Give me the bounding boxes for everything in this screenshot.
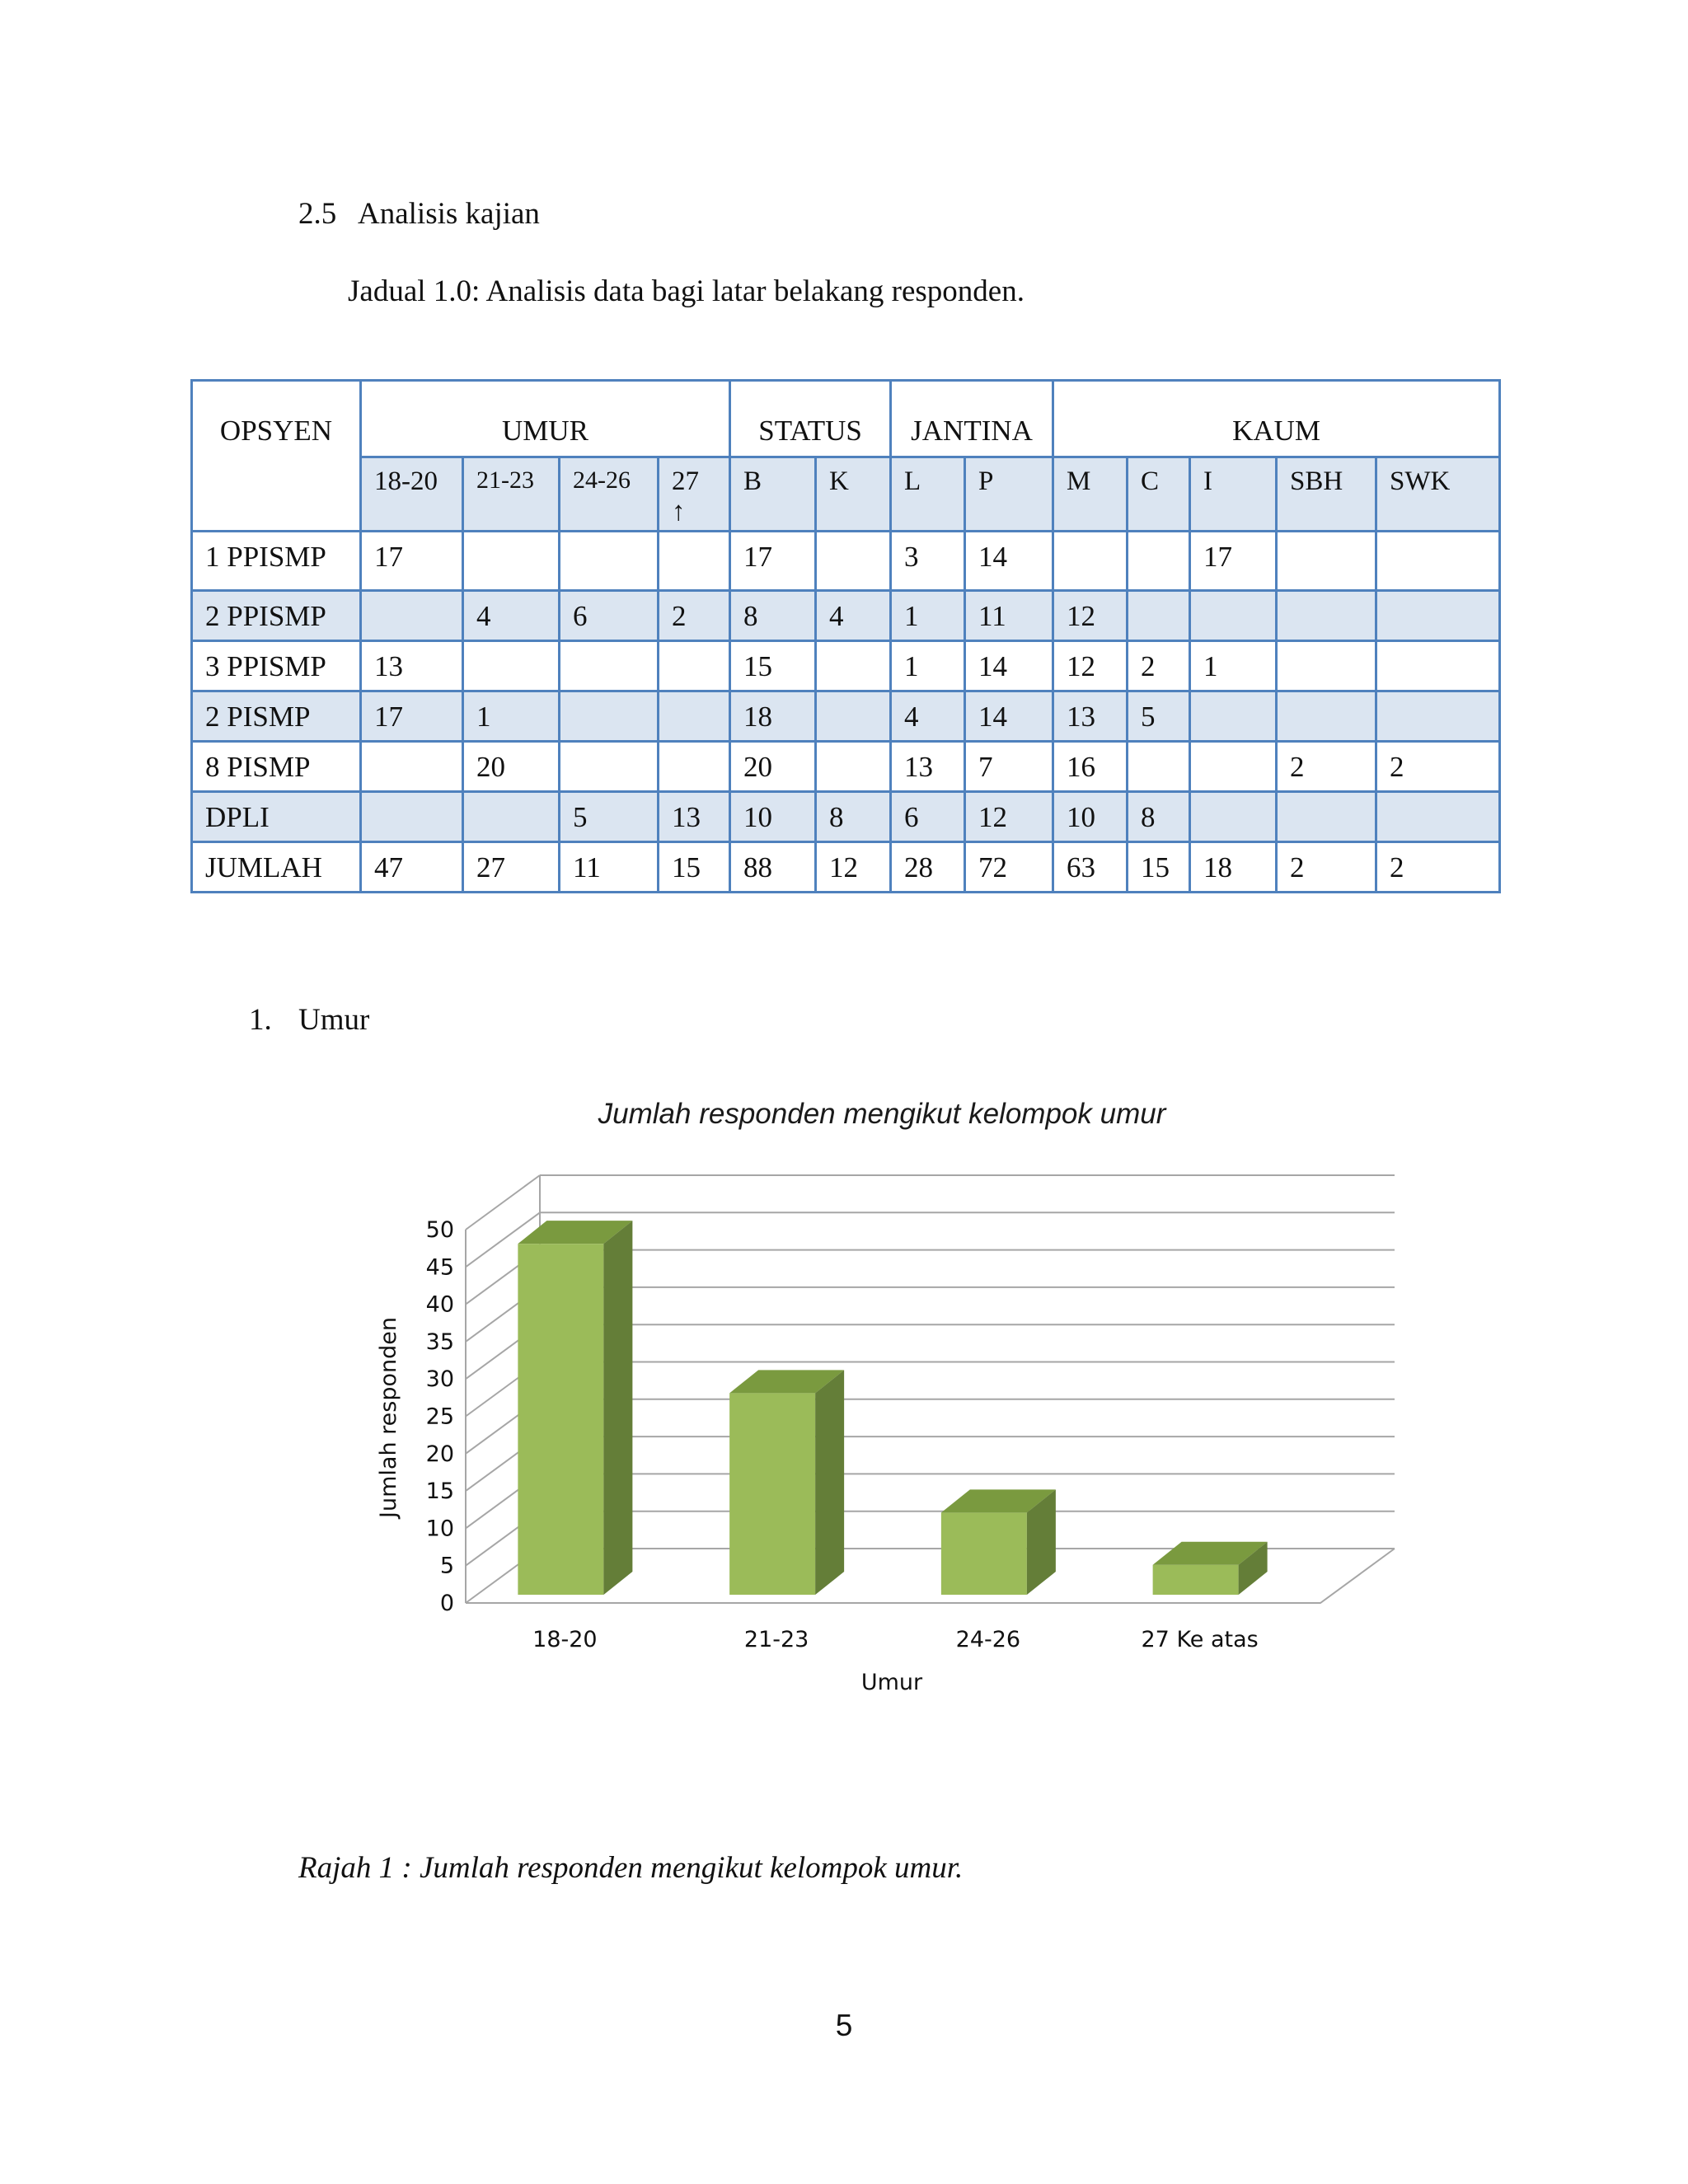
table-cell bbox=[560, 641, 659, 691]
y-tick-label: 30 bbox=[425, 1366, 454, 1393]
x-tick-label: 18-20 bbox=[532, 1627, 598, 1652]
y-tick-label: 50 bbox=[425, 1217, 454, 1243]
y-tick-label: 40 bbox=[425, 1291, 454, 1318]
table-cell: 8 bbox=[730, 591, 816, 641]
bar-front bbox=[1153, 1565, 1239, 1595]
sub-header: M bbox=[1053, 457, 1128, 532]
table-cell: 13 bbox=[361, 641, 463, 691]
table-cell bbox=[1053, 532, 1128, 591]
y-tick-label: 5 bbox=[439, 1553, 454, 1579]
bar-side bbox=[815, 1370, 844, 1595]
page-number: 5 bbox=[835, 2008, 853, 2042]
sub-header: 24-26 bbox=[560, 457, 659, 532]
table-cell bbox=[1190, 591, 1277, 641]
table-cell bbox=[659, 641, 730, 691]
sub-header: K bbox=[816, 457, 891, 532]
table-cell: 20 bbox=[463, 742, 560, 792]
row-label: JUMLAH bbox=[192, 842, 361, 893]
table-cell: 2 bbox=[1376, 742, 1500, 792]
y-tick-label: 35 bbox=[425, 1329, 454, 1355]
table-cell bbox=[659, 532, 730, 591]
table-cell: 1 bbox=[1190, 641, 1277, 691]
table-cell bbox=[463, 641, 560, 691]
table-cell bbox=[1376, 691, 1500, 742]
table-cell bbox=[816, 641, 891, 691]
row-label: DPLI bbox=[192, 792, 361, 842]
table-cell bbox=[1128, 532, 1190, 591]
sub-header: B bbox=[730, 457, 816, 532]
table-cell: 4 bbox=[891, 691, 965, 742]
table-cell: 2 bbox=[1128, 641, 1190, 691]
sub-header: SWK bbox=[1376, 457, 1500, 532]
sub-header: 18-20 bbox=[361, 457, 463, 532]
x-tick-label: 27 Ke atas bbox=[1141, 1627, 1259, 1652]
table-cell bbox=[659, 742, 730, 792]
section-heading bbox=[298, 196, 540, 232]
table-cell bbox=[560, 742, 659, 792]
list-item-number: 1. bbox=[249, 1003, 272, 1037]
sub-header: SBH bbox=[1277, 457, 1376, 532]
y-tick-label: 25 bbox=[425, 1404, 454, 1430]
table-cell: 6 bbox=[560, 591, 659, 641]
bar-front bbox=[941, 1512, 1027, 1595]
table-cell bbox=[816, 532, 891, 591]
table-cell: 8 bbox=[816, 792, 891, 842]
header-umur: UMUR bbox=[361, 381, 730, 457]
table-cell: 14 bbox=[965, 641, 1053, 691]
y-axis-ticks bbox=[426, 1217, 454, 1616]
table-cell: 12 bbox=[1053, 641, 1128, 691]
table-cell bbox=[659, 691, 730, 742]
table-cell: 15 bbox=[1128, 842, 1190, 893]
table-cell: 14 bbox=[965, 532, 1053, 591]
section-number: 2.5 bbox=[298, 197, 337, 231]
table-cell: 2 bbox=[1277, 842, 1376, 893]
table-cell bbox=[1277, 532, 1376, 591]
table-cell bbox=[1190, 792, 1277, 842]
table-cell: 7 bbox=[965, 742, 1053, 792]
x-axis-label: Umur bbox=[860, 1670, 923, 1695]
table-cell bbox=[1277, 591, 1376, 641]
bar-side bbox=[603, 1221, 632, 1595]
sub-header: 21-23 bbox=[463, 457, 560, 532]
table-cell: 10 bbox=[730, 792, 816, 842]
table-cell: 12 bbox=[816, 842, 891, 893]
table-row bbox=[192, 591, 1500, 641]
table-cell bbox=[1190, 742, 1277, 792]
bar-front bbox=[729, 1393, 815, 1595]
chart-title: Jumlah responden mengikut kelompok umur bbox=[598, 1098, 1166, 1130]
table-cell: 12 bbox=[965, 792, 1053, 842]
table-cell bbox=[1128, 591, 1190, 641]
table-cell: 18 bbox=[1190, 842, 1277, 893]
table-cell bbox=[1376, 591, 1500, 641]
chart-bars bbox=[518, 1221, 1267, 1595]
table-cell bbox=[1277, 691, 1376, 742]
table-cell: 12 bbox=[1053, 591, 1128, 641]
table-cell bbox=[1277, 792, 1376, 842]
table-cell bbox=[1128, 742, 1190, 792]
table-cell: 4 bbox=[463, 591, 560, 641]
y-axis-label: Jumlah responden bbox=[376, 1317, 401, 1518]
table-cell bbox=[361, 591, 463, 641]
row-label: 2 PISMP bbox=[192, 691, 361, 742]
table-cell bbox=[816, 742, 891, 792]
bar bbox=[1153, 1542, 1268, 1595]
bar-front bbox=[518, 1244, 603, 1595]
table-cell bbox=[560, 532, 659, 591]
header-status: STATUS bbox=[730, 381, 891, 457]
table-cell: 18 bbox=[730, 691, 816, 742]
age-bar-chart bbox=[363, 1088, 1434, 1714]
table-cell: 17 bbox=[361, 532, 463, 591]
table-cell: 1 bbox=[463, 691, 560, 742]
table-cell: 2 bbox=[1376, 842, 1500, 893]
table-cell: 11 bbox=[560, 842, 659, 893]
sub-header: 27 ↑ bbox=[659, 457, 730, 532]
table-cell: 17 bbox=[361, 691, 463, 742]
y-tick-label: 0 bbox=[439, 1591, 454, 1616]
table-cell: 4 bbox=[816, 591, 891, 641]
table-row bbox=[192, 532, 1500, 591]
table-cell bbox=[361, 742, 463, 792]
table-cell: 10 bbox=[1053, 792, 1128, 842]
sub-header: P bbox=[965, 457, 1053, 532]
table-cell: 20 bbox=[730, 742, 816, 792]
table-cell: 15 bbox=[659, 842, 730, 893]
table-cell bbox=[1190, 691, 1277, 742]
table-cell: 3 bbox=[891, 532, 965, 591]
table-row bbox=[192, 641, 1500, 691]
bar bbox=[518, 1221, 632, 1595]
table-cell: 13 bbox=[1053, 691, 1128, 742]
x-tick-label: 24-26 bbox=[955, 1627, 1021, 1652]
sub-header-row bbox=[192, 457, 1500, 532]
table-cell: 1 bbox=[891, 591, 965, 641]
table-cell bbox=[560, 691, 659, 742]
table-cell bbox=[1277, 641, 1376, 691]
sub-header: I bbox=[1190, 457, 1277, 532]
table-cell bbox=[816, 691, 891, 742]
table-cell: 13 bbox=[891, 742, 965, 792]
table-row bbox=[192, 842, 1500, 893]
table-cell bbox=[463, 532, 560, 591]
table-row bbox=[192, 742, 1500, 792]
table-row bbox=[192, 691, 1500, 742]
y-tick-label: 10 bbox=[425, 1516, 454, 1542]
y-tick-label: 15 bbox=[425, 1479, 454, 1505]
x-axis-ticks bbox=[532, 1627, 1259, 1652]
bar bbox=[941, 1489, 1056, 1595]
figure-caption: Rajah 1 : Jumlah responden mengikut kelompok umur. bbox=[298, 1851, 964, 1885]
table-cell: 63 bbox=[1053, 842, 1128, 893]
table-cell: 88 bbox=[730, 842, 816, 893]
table-cell: 2 bbox=[659, 591, 730, 641]
group-header-row bbox=[192, 381, 1500, 457]
table-cell: 27 bbox=[463, 842, 560, 893]
header-jantina: JANTINA bbox=[891, 381, 1053, 457]
table-cell: 17 bbox=[730, 532, 816, 591]
list-item-label: Umur bbox=[298, 1003, 370, 1037]
table-cell: 5 bbox=[560, 792, 659, 842]
table-cell bbox=[463, 792, 560, 842]
table-cell: 8 bbox=[1128, 792, 1190, 842]
table-cell: 1 bbox=[891, 641, 965, 691]
header-opsyen: OPSYEN bbox=[192, 381, 361, 532]
table-caption: Jadual 1.0: Analisis data bagi latar belakang responden. bbox=[348, 274, 1025, 308]
table-row bbox=[192, 792, 1500, 842]
table-cell bbox=[361, 792, 463, 842]
table-cell: 11 bbox=[965, 591, 1053, 641]
table-cell bbox=[1376, 641, 1500, 691]
table-cell: 13 bbox=[659, 792, 730, 842]
respondent-table bbox=[190, 379, 1501, 893]
table-cell: 14 bbox=[965, 691, 1053, 742]
table-cell: 2 bbox=[1277, 742, 1376, 792]
row-label: 1 PPISMP bbox=[192, 532, 361, 591]
row-label: 2 PPISMP bbox=[192, 591, 361, 641]
header-kaum: KAUM bbox=[1053, 381, 1500, 457]
sub-header: C bbox=[1128, 457, 1190, 532]
y-tick-label: 20 bbox=[425, 1441, 454, 1467]
y-tick-label: 45 bbox=[425, 1254, 454, 1281]
table-cell bbox=[1376, 792, 1500, 842]
table-cell: 47 bbox=[361, 842, 463, 893]
table-cell: 16 bbox=[1053, 742, 1128, 792]
table-cell: 72 bbox=[965, 842, 1053, 893]
x-tick-label: 21-23 bbox=[743, 1627, 809, 1652]
row-label: 8 PISMP bbox=[192, 742, 361, 792]
table-cell bbox=[1376, 532, 1500, 591]
table-cell: 6 bbox=[891, 792, 965, 842]
table-cell: 5 bbox=[1128, 691, 1190, 742]
list-item bbox=[249, 1002, 369, 1038]
table-cell: 17 bbox=[1190, 532, 1277, 591]
table-cell: 15 bbox=[730, 641, 816, 691]
sub-header: L bbox=[891, 457, 965, 532]
row-label: 3 PPISMP bbox=[192, 641, 361, 691]
bar bbox=[729, 1370, 844, 1595]
table-cell: 28 bbox=[891, 842, 965, 893]
section-title: Analisis kajian bbox=[358, 197, 540, 231]
